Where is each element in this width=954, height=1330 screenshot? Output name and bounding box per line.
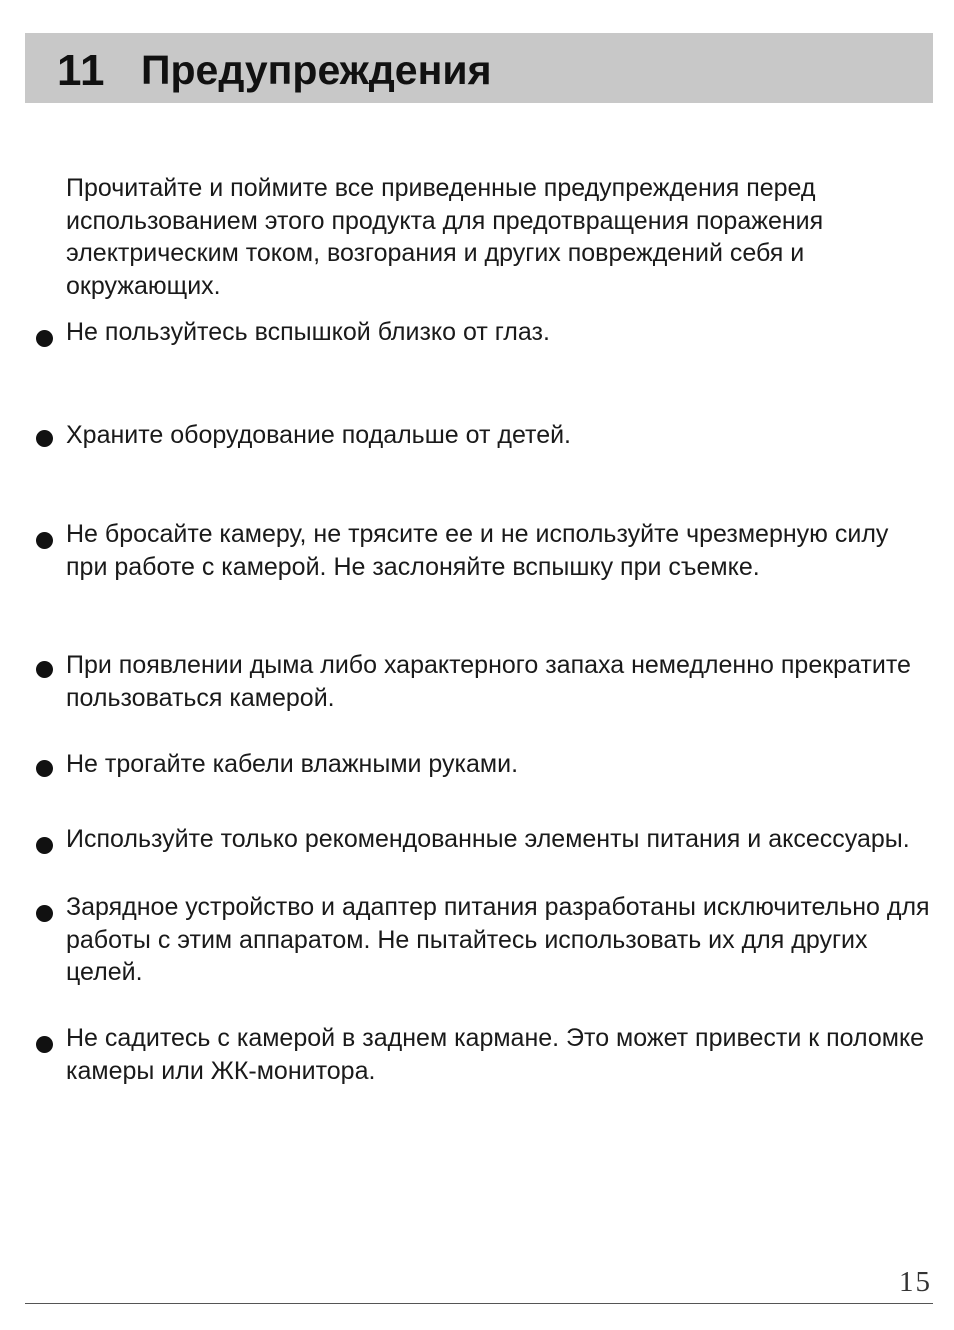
- intro-paragraph: Прочитайте и поймите все приведенные предупреждения перед использованием этого продукта для предотвращения поражения электрическим током, возгорания и других повреждений себя и окружающих.: [66, 174, 824, 300]
- warning-item: Зарядное устройство и адаптер питания разработаны исключительно для работы с этим аппаратом. Не пытайтесь использовать их для других целей.: [66, 893, 930, 986]
- bullet-icon: [36, 1036, 53, 1053]
- bullet-icon: [36, 905, 53, 922]
- warning-item: Не трогайте кабели влажными руками.: [66, 750, 519, 778]
- bullet-icon: [36, 532, 53, 549]
- bullet-icon: [36, 330, 53, 347]
- footer-divider: [25, 1303, 933, 1304]
- bullet-icon: [36, 661, 53, 678]
- warning-item: Не бросайте камеру, не трясите ее и не используйте чрезмерную силу при работе с камерой. Не заслоняйте вспышку при съемке.: [66, 520, 889, 581]
- warning-item: При появлении дыма либо характерного запаха немедленно прекратите пользоваться камерой.: [66, 651, 911, 712]
- page-number: 15: [899, 1266, 932, 1298]
- bullet-icon: [36, 837, 53, 854]
- bullet-icon: [36, 430, 53, 447]
- section-title: Предупреждения: [141, 47, 492, 93]
- warning-item: Используйте только рекомендованные элементы питания и аксессуары.: [66, 825, 910, 853]
- bullet-icon: [36, 760, 53, 777]
- warning-item: Не пользуйтесь вспышкой близко от глаз.: [66, 318, 550, 346]
- warning-item: Храните оборудование подальше от детей.: [66, 421, 572, 449]
- warning-item: Не садитесь с камерой в заднем кармане. Это может привести к поломке камеры или ЖК-монитора.: [66, 1024, 925, 1085]
- section-header: [25, 33, 933, 103]
- section-number: 11: [57, 46, 106, 95]
